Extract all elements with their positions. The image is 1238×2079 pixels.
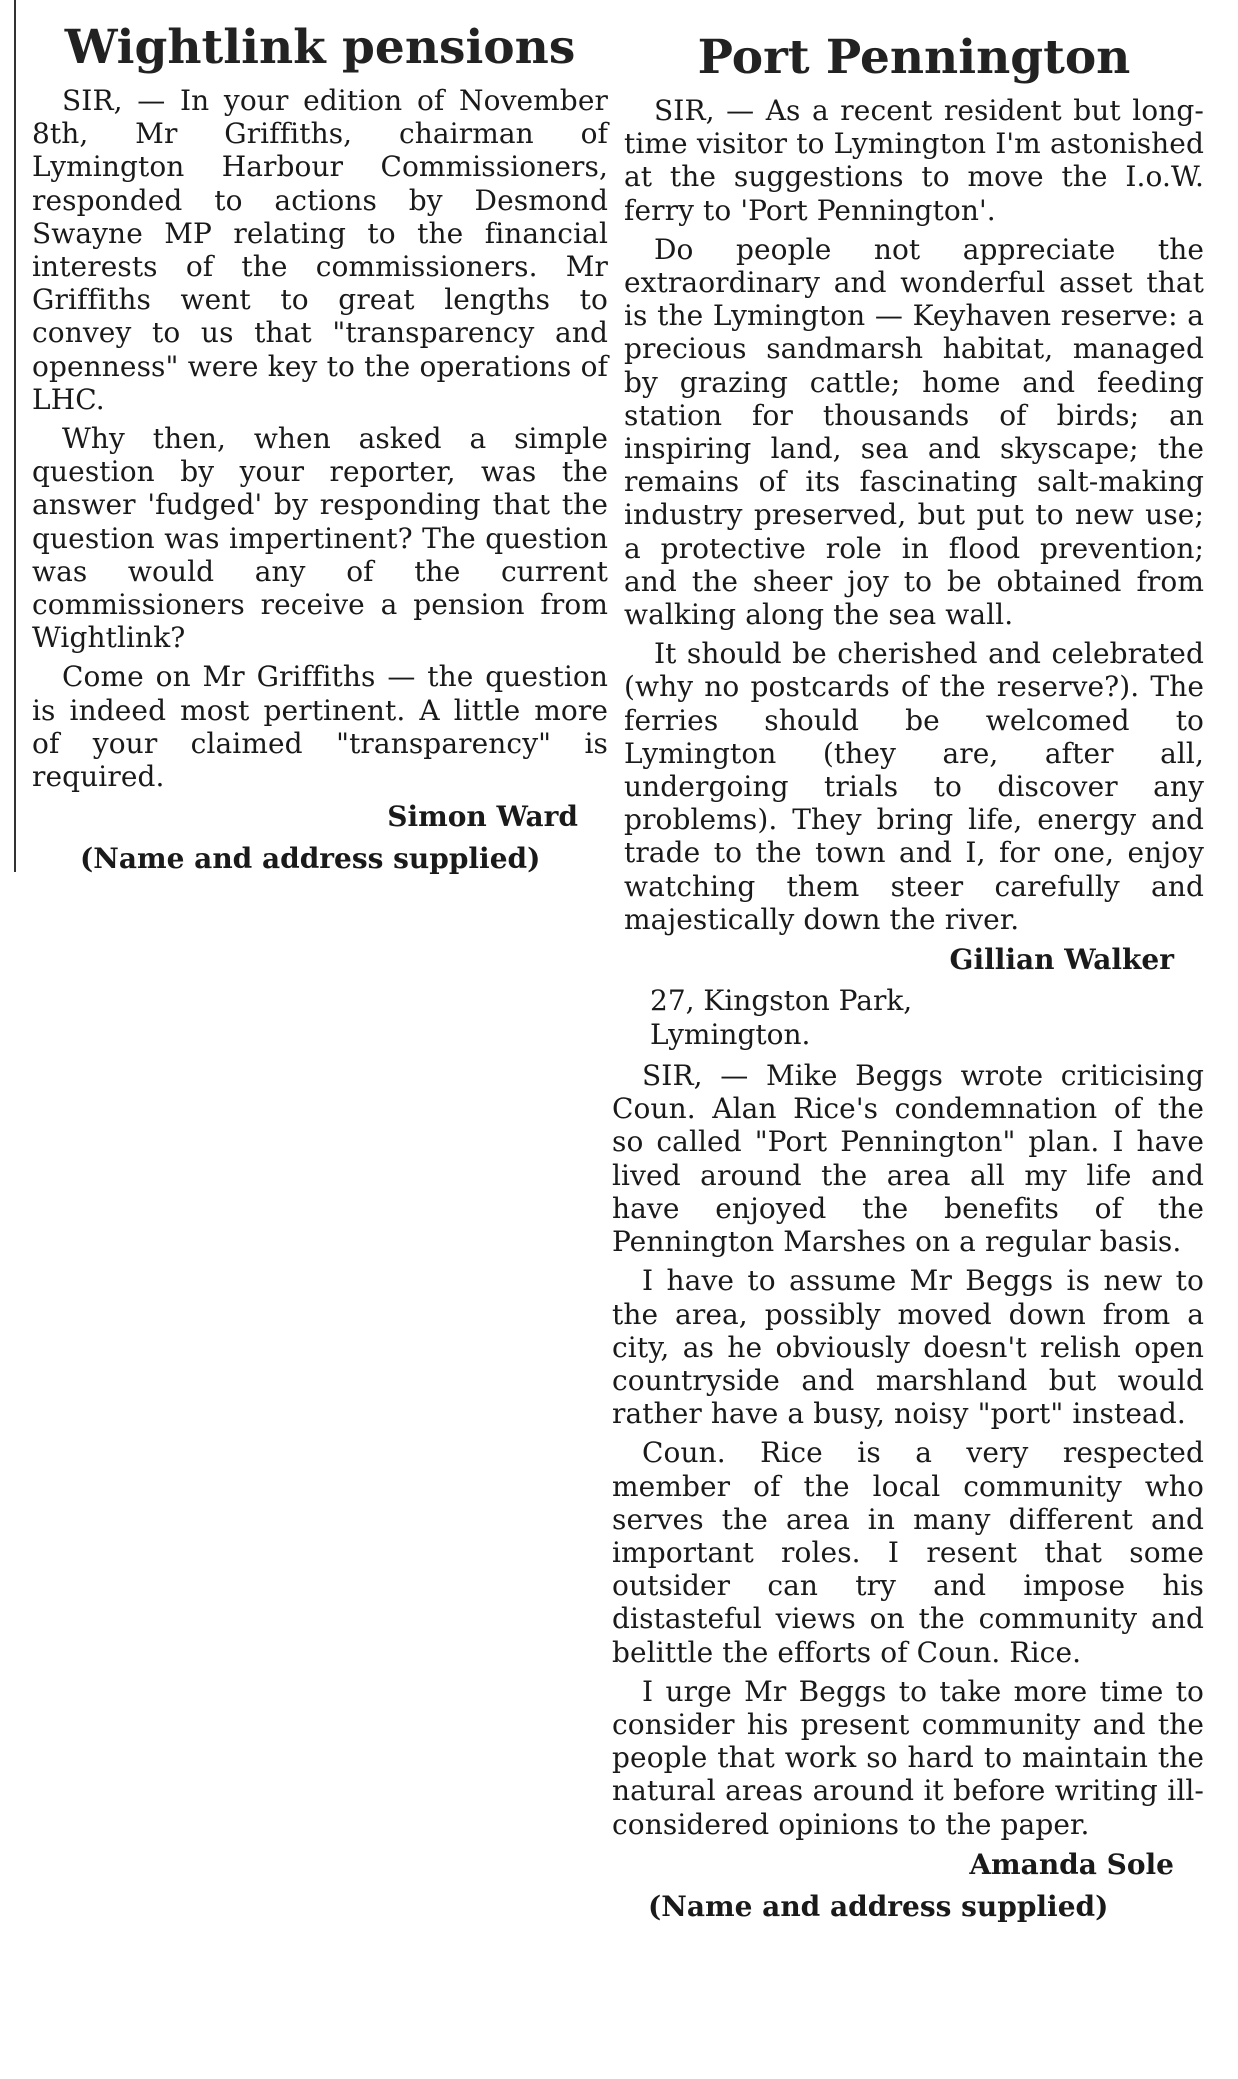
letter-paragraph: SIR, — In your edition of November 8th, Mr Griffiths, chairman of Lymington Harbour Commissioners, responded to actions by Desmond Swayne MP relating to the financial interests of the commissioners. Mr Griffiths went to great lengths to convey to us that "transparency and openness" were key to the operations of LHC. — [32, 84, 608, 416]
address-line: 27, Kingston Park, — [650, 984, 913, 1018]
letter-paragraph: Do people not appreciate the extraordinary and wonderful asset that is the Lymington — Keyhaven reserve: a precious sandmarsh habitat, managed by grazing cattle; home and feeding station for thousands of birds; an inspiring land, sea and skyscape; the remains of its fascinating salt-making industry preserved, but put to new use; a protective role in flood prevention; and the sheer joy to be obtained from walking along the sea wall. — [624, 232, 1204, 632]
letter-paragraph: It should be cherished and celebrated (why no postcards of the reserve?). The ferries should be welcomed to Lymington (they are, after all, undergoing trials to discover any problems). They bring life, energy and trade to the town and I, for one, enjoy watching them steer carefully and majestically down the river. — [624, 637, 1204, 936]
letter-paragraph: Come on Mr Griffiths — the question is indeed most pertinent. A little more of your claimed "transparency" is required. — [32, 660, 608, 794]
name-address-note: (Name and address supplied) — [648, 1889, 1109, 1923]
address-block — [624, 984, 1204, 1051]
letter-gillian-walker — [624, 94, 1204, 1051]
signature-gillian-walker: Gillian Walker — [949, 943, 1174, 977]
right-column — [612, 28, 1204, 1925]
letter-paragraph: Why then, when asked a simple question by your reporter, was the answer 'fudged' by responding that the question was impertinent? The question was would any of the current commissioners receive a pension from Wightlink? — [32, 422, 608, 655]
address-line: Lymington. — [650, 1017, 811, 1051]
letter-amanda-sole — [612, 1059, 1204, 1925]
letter-paragraph: Coun. Rice is a very respected member of the local community who serves the area in many different and important roles. I resent that some outsider can try and impose his distasteful views on the community and belittle the efforts of Coun. Rice. — [612, 1436, 1204, 1669]
signature-amanda-sole: Amanda Sole — [969, 1847, 1174, 1881]
name-address-note: (Name and address supplied) — [80, 842, 541, 876]
letter-paragraph: I urge Mr Beggs to take more time to consider his present community and the people that work so hard to maintain the natural areas around it before writing ill-considered opinions to the paper. — [612, 1674, 1204, 1841]
headline-wightlink-pensions: Wightlink pensions — [64, 20, 576, 75]
letter-paragraph: I have to assume Mr Beggs is new to the area, possibly moved down from a city, as he obviously doesn't relish open countryside and marshland but would rather have a busy, noisy "port" instead. — [612, 1264, 1204, 1431]
letter-paragraph: SIR, — Mike Beggs wrote criticising Coun. Alan Rice's condemnation of the so called "Port Pennington" plan. I have lived around the area all my life and have enjoyed the benefits of the Pennington Marshes on a regular basis. — [612, 1059, 1204, 1259]
letter-paragraph: SIR, — As a recent resident but long-time visitor to Lymington I'm astonished at the suggestions to move the I.o.W. ferry to 'Port Pennington'. — [624, 94, 1204, 227]
column-rule — [14, 0, 16, 872]
signature-simon-ward: Simon Ward — [387, 800, 578, 834]
left-column — [32, 18, 608, 877]
headline-port-pennington: Port Pennington — [697, 30, 1131, 85]
